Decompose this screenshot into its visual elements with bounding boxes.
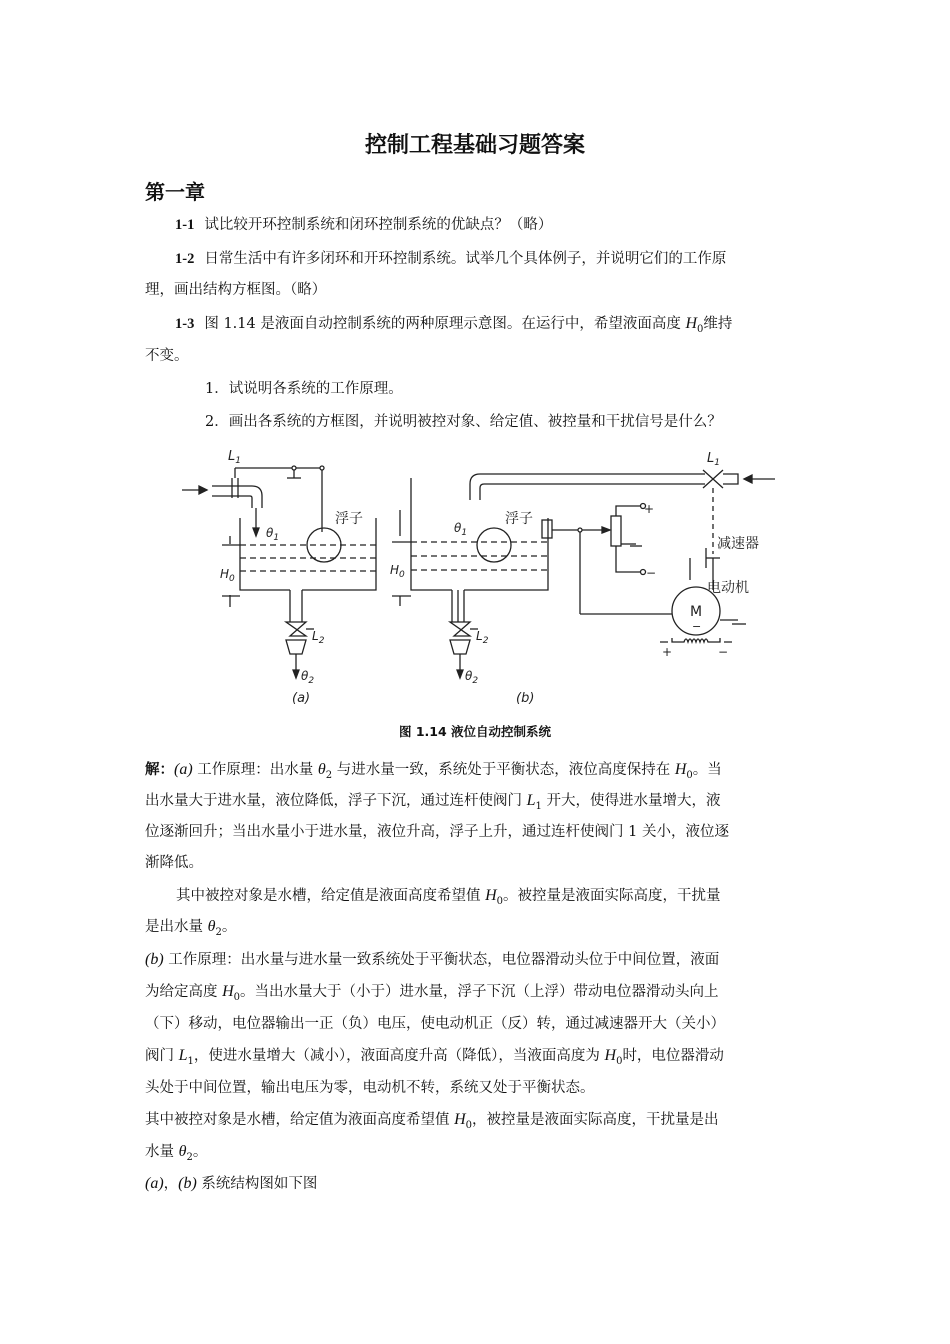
arrow-head	[293, 670, 299, 678]
chapter-heading: 第一章	[145, 180, 205, 204]
pin	[578, 528, 582, 532]
nozzle	[286, 640, 306, 654]
label-L1-b: $L_1$	[707, 451, 720, 468]
question-number: 1-2	[175, 251, 195, 267]
question-number: 1-1	[175, 217, 195, 233]
subscript: 2	[325, 769, 333, 781]
symbol-H: H	[674, 761, 687, 778]
answer-text: ，使进水量增大（减小），液面高度升高（降低），当液面高度为	[193, 1048, 605, 1064]
supply-plus: +	[662, 645, 673, 659]
arrow-head	[602, 527, 610, 533]
label-theta2: $\theta_2$	[301, 669, 315, 686]
answer-line-4: 渐降低。	[145, 855, 203, 871]
answer-text: 阀门	[145, 1048, 179, 1064]
symbol-L: L	[178, 1047, 188, 1064]
question-1-1	[175, 215, 552, 235]
question-text: 维持	[703, 316, 733, 332]
potentiometer	[611, 516, 621, 546]
subscript: 2	[215, 926, 222, 938]
arrow-head	[199, 486, 207, 494]
figure-caption: 图 1.14 液位自动控制系统	[398, 724, 552, 739]
part-a-mark: (a)	[174, 761, 193, 778]
wire-minus	[616, 546, 640, 572]
answer-line-11: 头处于中间位置，输出电压为零，电动机不转，系统又处于平衡状态。	[145, 1080, 595, 1096]
answer-text: 其中被控对象是水槽，给定值为液面高度希望值	[145, 1112, 455, 1128]
question-1-3-item2: 2．画出各系统的方框图，并说明被控对象、给定值、被控量和干扰信号是什么？	[205, 414, 722, 430]
label-plus: +	[644, 502, 655, 516]
symbol-L: L	[526, 792, 536, 809]
answer-line-8	[145, 982, 719, 1008]
subscript: 0	[465, 1119, 473, 1131]
label-L2: $L_2$	[312, 629, 325, 646]
symbol-H: H	[454, 1111, 466, 1128]
symbol-H: H	[222, 983, 234, 1000]
answer-text: 。当出水量大于（小于）进水量，浮子下沉（上浮）带动电位器滑动头向上	[240, 984, 719, 1000]
question-1-2-line2: 理，画出结构方框图。（略）	[145, 282, 327, 298]
answer-text: 工作原理：出水量与进水量一致系统处于平衡状态，电位器滑动头位于中间位置，液面	[163, 952, 720, 968]
valve-L1-b	[703, 470, 723, 488]
answer-text: 出水量大于进水量，液位降低，浮子下沉，通过连杆使阀门	[145, 793, 527, 809]
answer-text: 与进水量一致，系统处于平衡状态，液位高度保持在	[332, 762, 675, 778]
answer-line-3: 位逐渐回升；当出水量小于进水量，液位升高，浮子上升，通过连杆使阀门 1 关小，液位逐	[145, 824, 729, 840]
motor-minus: −	[692, 620, 702, 633]
figure-a	[182, 449, 376, 706]
answer-line-12	[145, 1110, 719, 1136]
answer-line-5	[176, 886, 721, 912]
answer-text: 水量	[145, 1144, 179, 1160]
answer-text: ，	[163, 1176, 179, 1192]
answer-line-2	[145, 791, 721, 817]
label-minus: −	[646, 566, 657, 580]
arrow-head	[457, 670, 463, 678]
answer-text: 为给定高度	[145, 984, 223, 1000]
arrow-head	[253, 528, 259, 536]
answer-text: 。	[192, 1144, 208, 1160]
subscript: 0	[233, 991, 241, 1003]
symbol-H: H	[604, 1047, 617, 1064]
outlet-pipe-b	[458, 590, 464, 622]
symbol-H: H	[485, 887, 497, 904]
outlet-pipe	[290, 590, 302, 622]
valve-L2	[286, 622, 306, 636]
answer-text: 。被控量是液面实际高度，干扰量	[503, 888, 721, 904]
question-1-2-line1	[175, 249, 726, 269]
question-text: 日常生活中有许多闭环和开环控制系统。试举几个具体例子，并说明它们的工作原	[204, 251, 727, 267]
symbol-theta: θ	[178, 1143, 187, 1160]
inlet-pipe	[212, 486, 262, 508]
part-b-mark: (b)	[178, 1175, 197, 1192]
nozzle-b	[450, 640, 470, 654]
answer-line-13	[145, 1142, 207, 1168]
question-1-3-item1: 1．试说明各系统的工作原理。	[205, 381, 403, 397]
subscript: 1	[535, 800, 542, 812]
valve-L2-b	[450, 622, 470, 636]
figure-b	[390, 451, 775, 706]
part-a-mark: (a)	[145, 1175, 164, 1192]
arrow-head	[744, 475, 752, 483]
answer-text: ，被控量是液面实际高度，干扰量是出	[472, 1112, 719, 1128]
subscript: 0	[616, 1055, 623, 1067]
answer-text: 其中被控对象是水槽，给定值是液面高度希望值	[176, 888, 486, 904]
answer-text: 时，电位器滑动	[622, 1048, 724, 1064]
answer-line-7	[145, 950, 719, 970]
part-b-mark: (b)	[145, 951, 164, 968]
subscript: 2	[186, 1151, 193, 1163]
answer-line-14	[145, 1174, 317, 1194]
pivot	[292, 466, 296, 470]
label-theta1: $\theta_1$	[266, 526, 280, 543]
symbol-theta: θ	[317, 761, 326, 778]
field-winding	[672, 638, 720, 642]
answer-label: 解：	[145, 761, 174, 778]
pin	[320, 466, 324, 470]
answer-text: 。	[221, 919, 237, 935]
pipe-stub	[723, 474, 738, 484]
subscript: 1	[187, 1055, 194, 1067]
answer-line-1	[145, 760, 722, 786]
float-ball-b	[477, 528, 511, 562]
question-number: 1-3	[175, 316, 195, 332]
page-title: 控制工程基础习题答案	[364, 133, 585, 158]
question-1-3-line2: 不变。	[145, 348, 189, 364]
symbol-theta: θ	[207, 918, 216, 935]
answer-line-6	[145, 917, 236, 943]
answer-line-9: （下）移动，电位器输出一正（负）电压，使电动机正（反）转，通过减速器开大（关小）	[145, 1016, 725, 1032]
question-text: 图 1.14 是液面自动控制系统的两种原理示意图。在运行中，希望液面高度	[204, 316, 686, 332]
answer-text: 是出水量	[145, 919, 208, 935]
label-b: (b)	[516, 691, 535, 706]
answer-text: 。当	[692, 762, 722, 778]
wire-plus	[616, 506, 640, 516]
tank-a	[240, 518, 376, 590]
question-text: 试比较开环控制系统和闭环控制系统的优缺点？（略）	[204, 217, 553, 233]
answer-text: 工作原理：出水量	[192, 762, 318, 778]
label-H0-b: $H_0$	[390, 563, 405, 580]
label-L2-b: $L_2$	[476, 629, 489, 646]
label-motor: 电动机	[707, 580, 749, 596]
figure-liquid-level-control	[0, 440, 950, 715]
potentiometer-slider	[542, 520, 552, 538]
terminal-minus	[641, 570, 646, 575]
label-L1: $L_1$	[228, 449, 241, 466]
label-H0: $H_0$	[220, 567, 235, 584]
label-reducer: 减速器	[717, 536, 759, 552]
supply-minus: −	[718, 645, 729, 659]
answer-text: 开大，使得进水量增大，液	[541, 793, 721, 809]
question-1-3-line1	[175, 314, 732, 340]
label-a: (a)	[292, 691, 311, 706]
answer-line-10	[145, 1046, 724, 1072]
answer-text: 系统结构图如下图	[196, 1176, 318, 1192]
subscript: 0	[686, 769, 693, 781]
label-theta2-b: $\theta_2$	[465, 669, 479, 686]
symbol: H	[685, 315, 698, 332]
subscript: 0	[697, 323, 704, 335]
motor-symbol: M	[690, 604, 703, 620]
label-float-b: 浮子	[505, 511, 533, 527]
label-theta1-b: $\theta_1$	[454, 521, 468, 538]
label-float: 浮子	[335, 511, 363, 527]
subscript: 0	[496, 895, 504, 907]
inlet-pipe-b	[470, 474, 705, 500]
